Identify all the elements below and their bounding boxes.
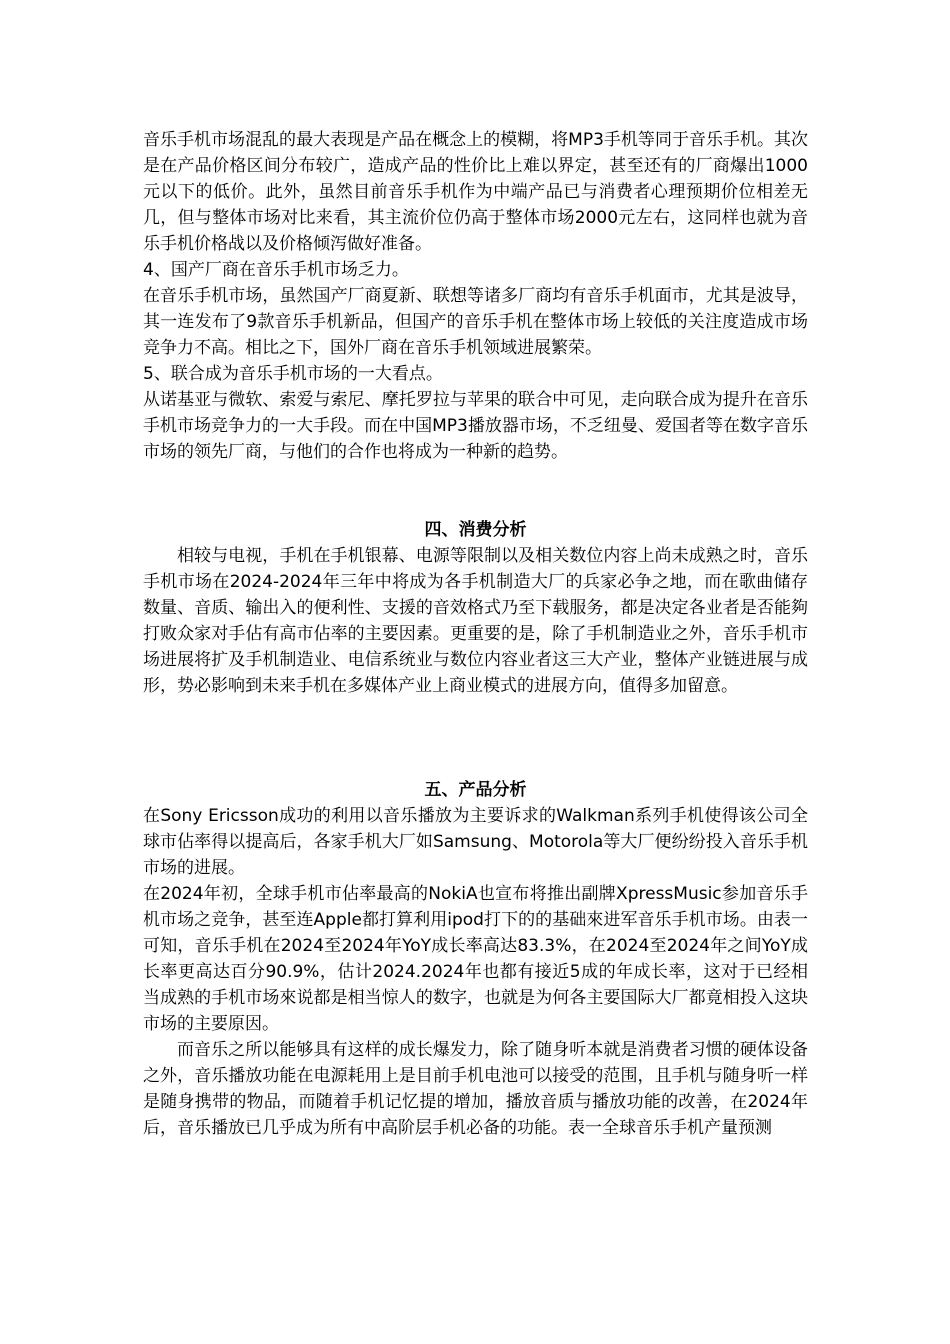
list-item-title-5: 5、联合成为音乐手机市场的一大看点。 <box>143 364 443 384</box>
paragraph-alliances: 从诺基亚与微软、索爱与索尼、摩托罗拉与苹果的联合中可见，走向联合成为提升在音乐手机市场竞争力的一大手段。而在中国MP3播放器市场，不乏纽曼、爱国者等在数字音乐市场的领先厂商，与他们的合作也将成为一种新的趋势。 <box>143 390 808 462</box>
paragraph-music-growth: 而音乐之所以能够具有这样的成长爆发力，除了随身听本就是消费者习惯的硬体设备之外，音乐播放功能在电源耗用上是目前手机电池可以接受的范围，且手机与随身听一样是随身携带的物品，而随着手机记忆提的增加，播放音质与播放功能的改善，在2024年后，音乐播放已几乎成为所有中高阶层手机必备的功能。表一全球音乐手机产量预测 <box>143 1040 808 1138</box>
paragraph-sony-ericsson: 在Sony Ericsson成功的利用以音乐播放为主要诉求的Walkman系列手机使得该公司全球市佔率得以提高后，各家手机大厂如Samsung、Motorola等大厂便纷纷投入音乐手机市场的进展。 <box>143 806 808 878</box>
paragraph-nokia-growth: 在2024年初，全球手机市佔率最高的NokiA也宣布将推出副牌XpressMusic参加音乐手机市场之竞争，甚至连Apple都打算利用ipod打下的的基础來进军音乐手机市场。由表一可知，音乐手机在2024至2024年YoY成长率高达83.3%，在2024至2024年之间YoY成长率更高达百分90.9%，估计2024.2024年也都有接近5成的年成长率，这对于已经相当成熟的手机市场來说都是相当惊人的数字，也就是为何各主要国际大厂都竟相投入这块市场的主要原因。 <box>143 884 808 1034</box>
paragraph-market-confusion: 音乐手机市场混乱的最大表现是产品在概念上的模糊，将MP3手机等同于音乐手机。其次是在产品价格区间分布较广，造成产品的性价比上难以界定，甚至还有的厂商爆出1000元以下的低价。此外，虽然目前音乐手机作为中端产品已与消费者心理预期价位相差无几，但与整体市场对比来看，其主流价位仍高于整体市场2000元左右，这同样也就为音乐手机价格战以及价格倾泻做好准备。 <box>143 130 808 254</box>
list-item-title-4: 4、国产厂商在音乐手机市场乏力。 <box>143 260 409 280</box>
spacer <box>143 699 808 777</box>
section-heading-product: 五、产品分析 <box>424 780 527 800</box>
paragraph-consumption-analysis: 相较与电视，手机在手机银幕、电源等限制以及相关数位内容上尚未成熟之时，音乐手机市场在2024-2024年三年中将成为各手机制造大厂的兵家必争之地，而在歌曲储存数量、音质、输出入的便利性、支援的音效格式乃至下载服务，都是决定各业者是否能夠打败众家对手佔有高市佔率的主要因素。更重要的是，除了手机制造业之外，音乐手机市场进展将扩及手机制造业、电信系统业与数位内容业者这三大产业，整体产业链进展与成形，势必影响到未来手机在多媒体产业上商业模式的进展方向，值得多加留意。 <box>143 546 808 696</box>
paragraph-domestic-makers: 在音乐手机市场，虽然国产厂商夏新、联想等诸多厂商均有音乐手机面市，尤其是波导，其一连发布了9款音乐手机新品，但国产的音乐手机在整体市场上较低的关注度造成市场竞争力不高。相比之下，国外厂商在音乐手机领域进展繁荣。 <box>143 286 808 358</box>
section-heading-consumption: 四、消费分析 <box>424 520 527 540</box>
document-page <box>143 127 808 1141</box>
spacer <box>143 465 808 517</box>
